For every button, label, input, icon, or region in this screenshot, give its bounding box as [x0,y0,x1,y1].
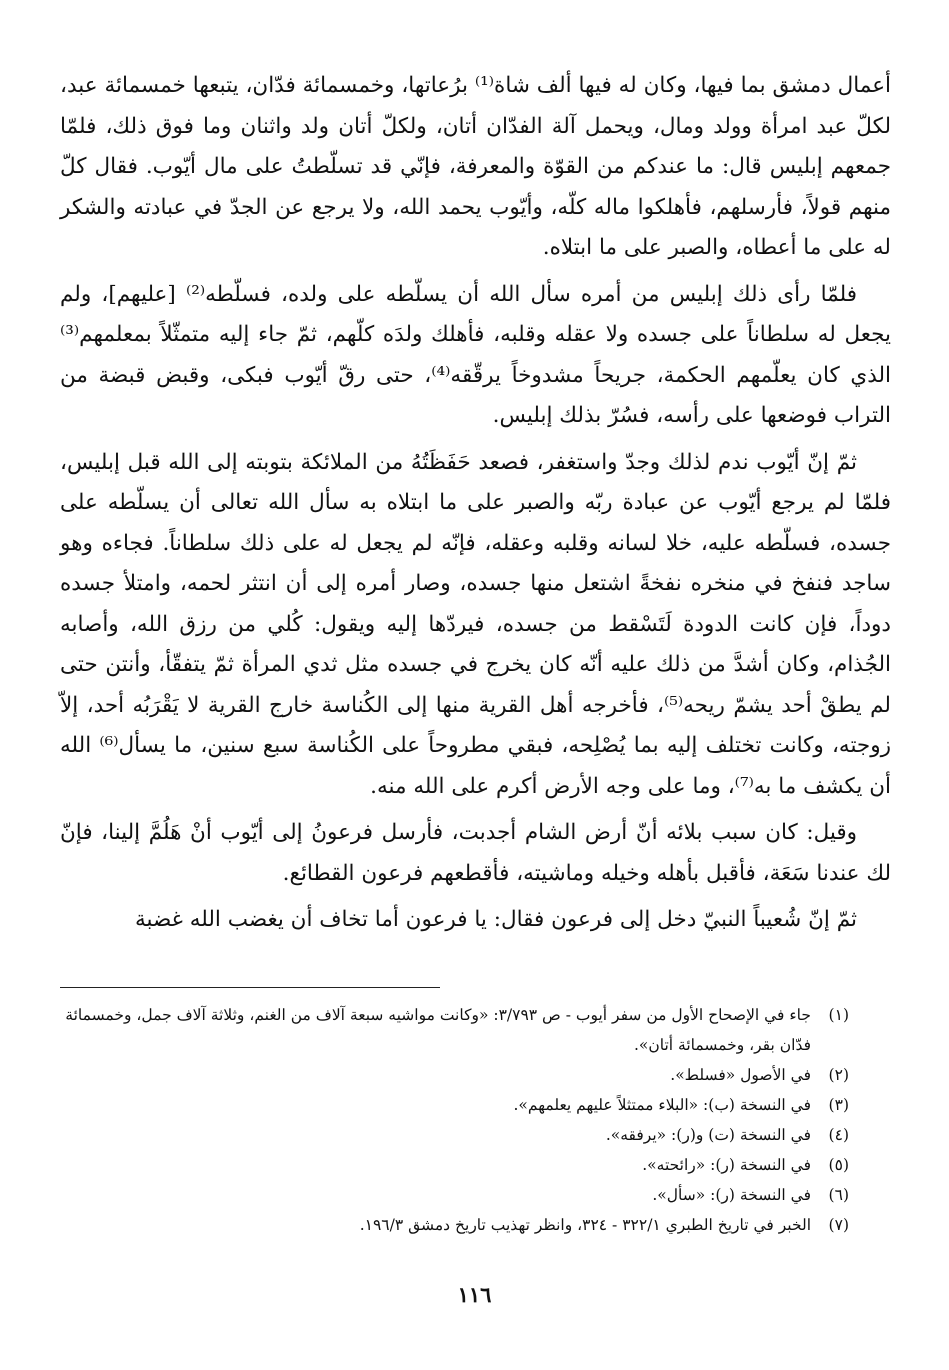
footnote-text: في النسخة (ب): «البلاء ممتثلاً عليهم يعلمهم». [513,1096,811,1114]
footnote [56,1090,849,1120]
footnote-number: (٣) [828,1096,849,1114]
footnote-number: (٤) [828,1126,849,1144]
footnote [56,1150,849,1180]
footnote [56,1210,849,1240]
paragraph-4: وقيل: كان سبب بلائه أنّ أرض الشام أجدبت، فأرسل فرعونُ إلى أيّوب أنْ هَلُمَّ إلينا، فإنّ لك عندنا سَعَة، فأقبل بأهله وخيله وماشيته، فأقطعهم فرعون القطائع. [60,820,891,886]
footnote-text: جاء في الإصحاح الأول من سفر أيوب - ص ٣/٧٩٣: «وكانت مواشيه سبعة آلاف من الغنم، وثلاثة آلاف جمل، وخمسمائة فدّان بقر، وخمسمائة أتان». [65,1006,811,1054]
footnote-divider [60,987,440,988]
footnote [56,1060,849,1090]
footnote-text: في النسخة (ت) و(ر): «يرفقه». [605,1126,811,1144]
footnote-number: (٥) [828,1156,849,1174]
footnote [56,1000,849,1060]
footnote-text: في النسخة (ر): «سأل». [652,1186,811,1204]
footnote-number: (٦) [828,1186,849,1204]
paragraph-1: أعمال دمشق بما فيها، وكان له فيها ألف شاة⁽¹⁾ برُعاتها، وخمسمائة فدّان، يتبعها خمسمائة عبد، لكلّ عبد امرأة وولد ومال، ويحمل آلة الفدّان أتان، ولكلّ أتان ولد واثنان وما فوق ذلك، فلمّا جمعهم إبليس قال: ما عندكم من القوّة والمعرفة، فإنّي قد تسلّطتُ على مال أيّوب. فقال كلّ منهم قولاً، فأرسلهم، فأهلكوا ماله كلّه، وأيّوب يحمد الله، ولا يرجع عن الجدّ في عبادته والشكر له على ما أعطاه، والصبر على ما ابتلاه. [60,73,891,260]
footnote-number: (١) [828,1006,849,1024]
footnote-text: في النسخة (ر): «رائحته». [642,1156,811,1174]
footnote-text: في الأصول «فسلط». [670,1066,811,1084]
paragraph-2: فلمّا رأى ذلك إبليس من أمره سأل الله أن يسلّطه على ولده، فسلّطه⁽²⁾ [عليهم]، ولم يجعل له سلطاناً على جسده ولا عقله وقلبه، فأهلك ولدَه كلّهم، ثمّ جاء إليه متمثّلاً بمعلمهم⁽³⁾ الذي كان يعلّمهم الحكمة، جريحاً مشدوخاً يرقّقه⁽⁴⁾، حتى رقّ أيّوب فبكى، وقبض قبضة من التراب فوضعها على رأسه، فسُرّ بذلك إبليس. [60,281,892,428]
footnote [56,1180,849,1210]
footnotes [56,1000,849,1240]
footnote-number: (٢) [828,1066,849,1084]
main-text [60,66,891,947]
page-number: ١١٦ [457,1282,492,1307]
paragraph-3: ثمّ إنّ أيّوب ندم لذلك وجدّ واستغفر، فصعد حَفَظَتُهُ من الملائكة بتوبته إلى الله قبل إبليس، فلمّا لم يرجع أيّوب عن عبادة ربّه والصبر على ما ابتلاه به سأل الله تعالى أن يسلّطه على جسده، فسلّطه عليه، خلا لسانه وقلبه وعقله، فإنّه لم يجعل له على ذلك سلطاناً. فجاءه وهو ساجد فنفخ في منخره نفخةً اشتعل منها جسده، وصار أمره إلى أن انتثر لحمه، وامتلأ جسده دوداً، فإن كانت الدودة لَتَسْقط من جسده، فيردّها إليه ويقول: كُلي من رزق الله، وأصابه الجُذام، وكان أشدَّ من ذلك عليه أنّه كان يخرج في جسده مثل ثدي المرأة ثمّ يتفقّأ، وأنتن حتى لم يطقْ أحد يشمّ ريحه⁽⁵⁾، فأخرجه أهل القرية منها إلى الكُناسة خارج القرية لا يَقْرَبُه أحد، إلاّ زوجته، وكانت تختلف إليه بما يُصْلِحه، فبقي مطروحاً على الكُناسة سبع سنين، ما يسأل⁽⁶⁾ الله أن يكشف ما به⁽⁷⁾، وما على وجه الأرض أكرم على الله منه. [60,449,891,799]
paragraph-5: ثمّ إنّ شُعيباً النبيّ دخل إلى فرعون فقال: يا فرعون أما تخاف أن يغضب الله غضبة [134,907,857,932]
footnote-text: الخبر في تاريخ الطبري ٣٢٢/١ - ٣٢٤، وانظر تهذيب تاريخ دمشق ١٩٦/٣. [359,1216,811,1234]
footnote-number: (٧) [828,1216,849,1234]
footnote [56,1120,849,1150]
